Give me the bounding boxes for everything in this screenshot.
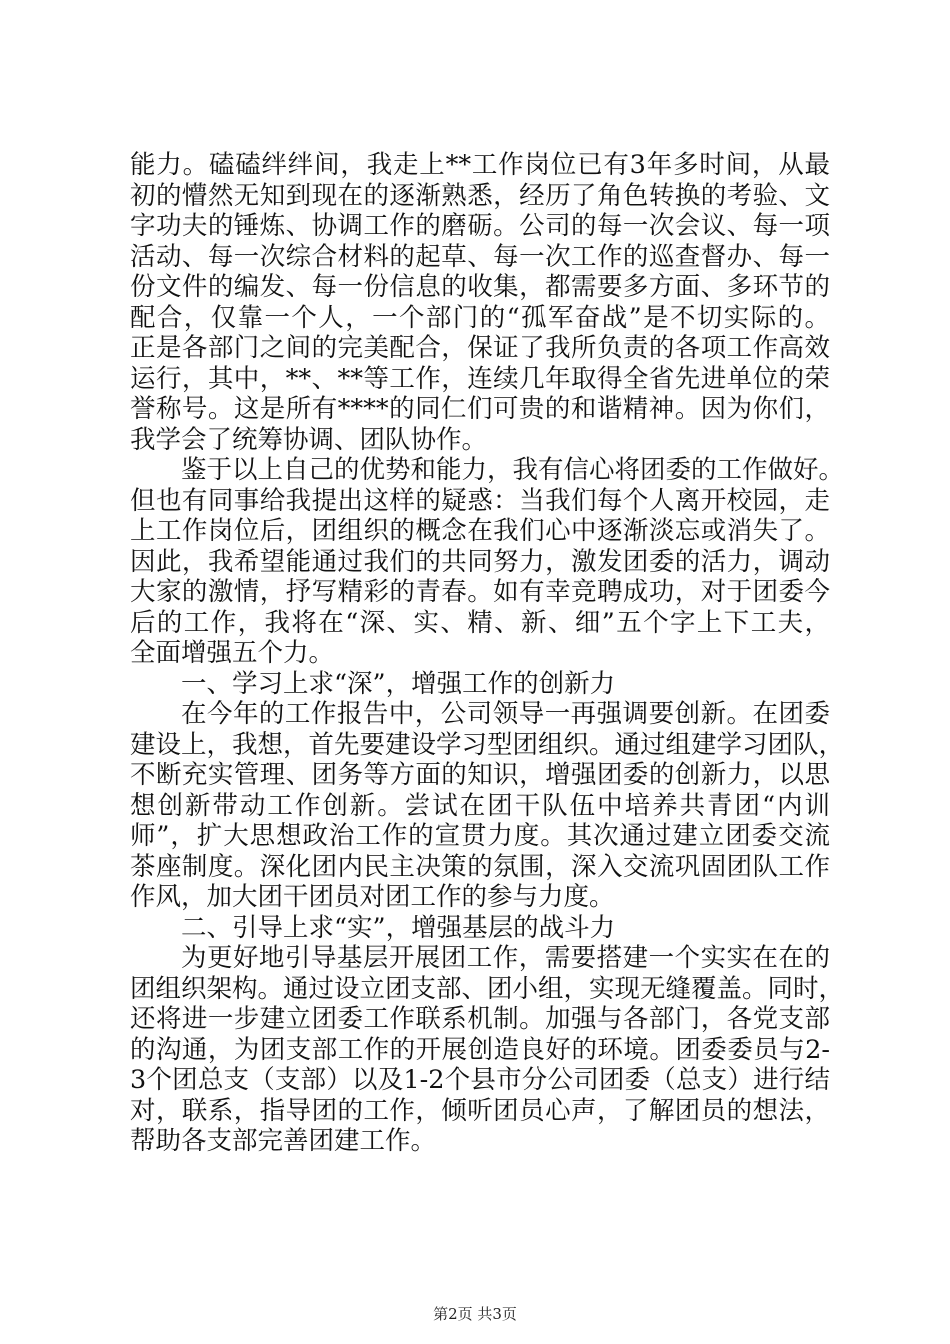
text-line: 作风，加大团干团员对团工作的参与力度。 bbox=[130, 882, 615, 912]
text-line: 在今年的工作报告中，公司领导一再强调要创新。在团委 bbox=[181, 699, 830, 729]
text-line: 对，联系，指导团的工作，倾听团员心声，了解团员的想法， bbox=[130, 1095, 830, 1126]
document-body bbox=[130, 150, 845, 1157]
text-line: 还将进一步建立团委工作联系机制。加强与各部门，各党支部 bbox=[130, 1004, 830, 1034]
text-line: 不断充实管理、团务等方面的知识，增强团委的创新力，以思 bbox=[130, 760, 830, 790]
section-heading: 二、引导上求“实”，增强基层的战斗力 bbox=[181, 912, 616, 943]
text-line: 的沟通，为团支部工作的开展创造良好的环境。团委委员与2- bbox=[130, 1034, 830, 1065]
text-line: 运行，其中，**、**等工作，连续几年取得全省先进单位的荣 bbox=[130, 363, 830, 394]
text-line: 初的懵然无知到现在的逐渐熟悉，经历了角色转换的考验、文 bbox=[130, 180, 830, 211]
text-line: 为更好地引导基层开展团工作，需要搭建一个实实在在的 bbox=[181, 943, 830, 973]
text-line: 上工作岗位后，团组织的概念在我们心中逐渐淡忘或消失了。 bbox=[130, 516, 830, 546]
text-line: 正是各部门之间的完美配合，保证了我所负责的各项工作高效 bbox=[130, 333, 830, 363]
text-line: 建设上，我想，首先要建设学习型团组织。通过组建学习团队， bbox=[130, 729, 845, 760]
text-line: 帮助各支部完善团建工作。 bbox=[130, 1126, 437, 1156]
text-line: 誉称号。这是所有****的同仁们可贵的和谐精神。因为你们， bbox=[130, 394, 830, 424]
text-line: 想创新带动工作创新。尝试在团干队伍中培养共青团“内训 bbox=[130, 790, 830, 821]
text-line: 字功夫的锤炼、协调工作的磨砺。公司的每一次会议、每一项 bbox=[130, 211, 830, 241]
text-line: 鉴于以上自己的优势和能力，我有信心将团委的工作做好。 bbox=[181, 455, 845, 485]
text-line: 但也有同事给我提出这样的疑惑：当我们每个人离开校园，走 bbox=[130, 485, 830, 516]
text-line: 茶座制度。深化团内民主决策的氛围，深入交流巩固团队工作 bbox=[130, 851, 830, 882]
text-line: 师”，扩大思想政治工作的宣贯力度。其次通过建立团委交流 bbox=[130, 821, 830, 851]
text-line: 能力。磕磕绊绊间，我走上**工作岗位已有3年多时间，从最 bbox=[130, 150, 830, 180]
section-heading: 一、学习上求“深”，增强工作的创新力 bbox=[181, 668, 616, 699]
text-line: 团组织架构。通过设立团支部、团小组，实现无缝覆盖。同时， bbox=[130, 973, 845, 1004]
text-line: 全面增强五个力。 bbox=[130, 638, 335, 668]
text-line: 3个团总支（支部）以及1-2个县市分公司团委（总支）进行结 bbox=[130, 1065, 830, 1095]
text-line: 配合，仅靠一个人，一个部门的“孤军奋战”是不切实际的。 bbox=[130, 302, 830, 333]
page-number-footer: 第2页 共3页 bbox=[433, 1305, 517, 1323]
text-line: 活动、每一次综合材料的起草、每一次工作的巡查督办、每一 bbox=[130, 241, 830, 272]
text-line: 大家的激情，抒写精彩的青春。如有幸竞聘成功，对于团委今 bbox=[130, 577, 830, 607]
text-line: 因此，我希望能通过我们的共同努力，激发团委的活力，调动 bbox=[130, 546, 830, 577]
text-line: 后的工作，我将在“深、实、精、新、细”五个字上下工夫， bbox=[130, 607, 830, 638]
text-line: 份文件的编发、每一份信息的收集，都需要多方面、多环节的 bbox=[130, 272, 830, 302]
text-line: 我学会了统筹协调、团队协作。 bbox=[130, 424, 488, 455]
